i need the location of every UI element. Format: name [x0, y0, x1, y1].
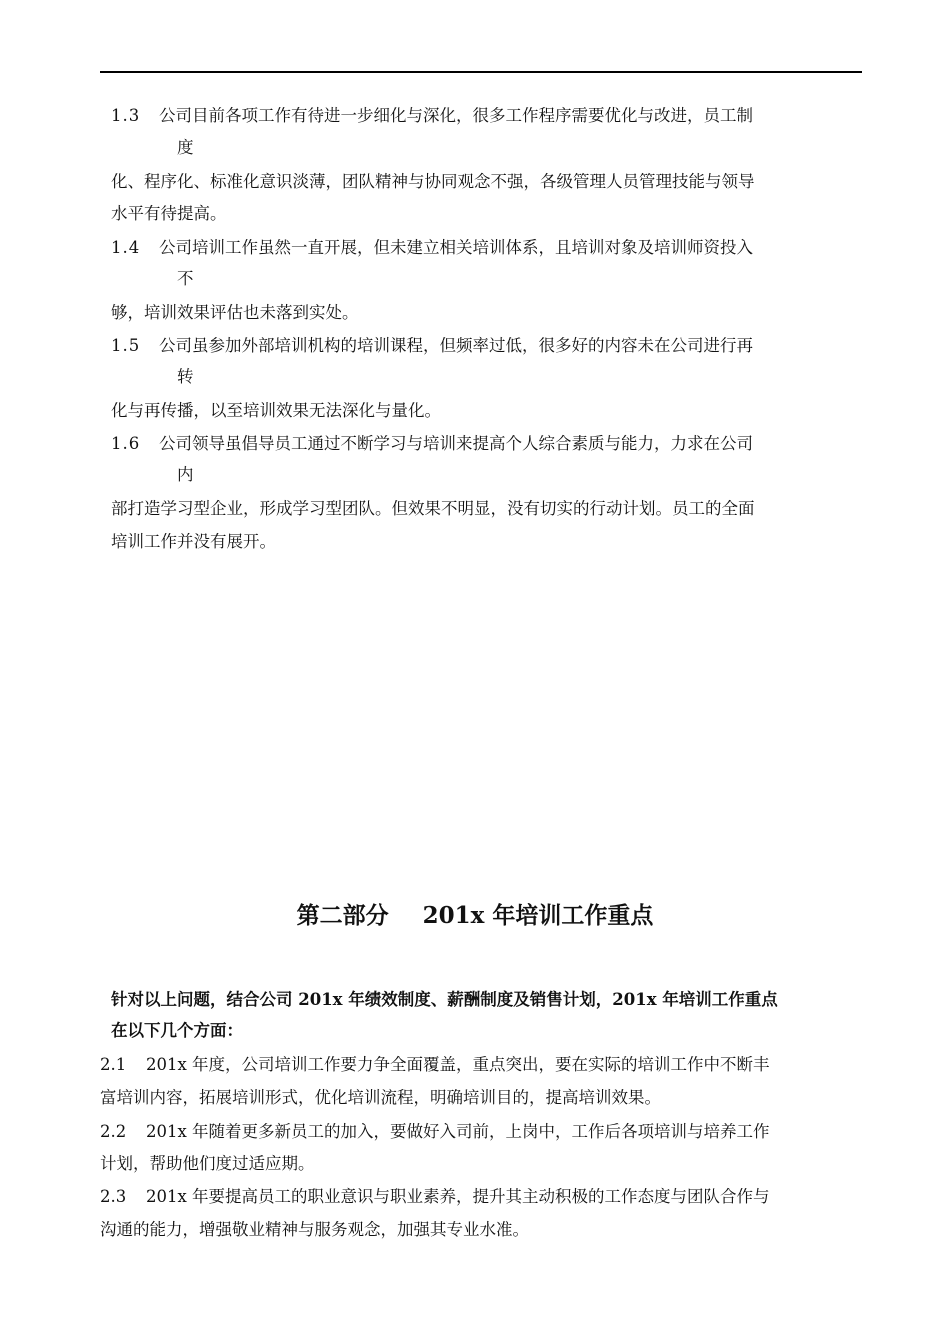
item-number: 2.1: [100, 1055, 127, 1074]
section-2-title: [0, 899, 950, 933]
item-1-3-line1: [111, 104, 753, 128]
item-2-3-line2: 沟通的能力，增强敬业精神与服务观念，加强其专业水准。: [100, 1220, 529, 1239]
item-number: 1.5: [111, 336, 141, 355]
title-part: 第二部分: [296, 902, 389, 929]
item-2-2-line2: 计划，帮助他们度过适应期。: [100, 1154, 315, 1173]
item-1-3-wrap: 度: [177, 138, 194, 157]
item-1-3-cont1: 化、程序化、标准化意识淡薄，团队精神与协同观念不强，各级管理人员管理技能与领导: [111, 172, 755, 191]
item-1-6-cont2: 培训工作并没有展开。: [111, 532, 276, 551]
header-rule: [100, 71, 862, 73]
item-2-3-line1: [100, 1185, 770, 1209]
item-text: 201x 年随着更多新员工的加入，要做好入司前，上岗中，工作后各项培训与培养工作: [146, 1122, 770, 1141]
item-text: 201x 年要提高员工的职业意识与职业素养，提升其主动积极的工作态度与团队合作与: [146, 1187, 770, 1206]
item-1-5-line1: [111, 334, 753, 358]
item-number: 1.6: [111, 434, 141, 453]
item-1-4-line1: [111, 236, 753, 260]
item-1-4-wrap: 不: [177, 269, 194, 288]
item-text: 201x 年度，公司培训工作要力争全面覆盖，重点突出，要在实际的培训工作中不断丰: [146, 1055, 770, 1074]
item-text: 公司目前各项工作有待进一步细化与深化，很多工作程序需要优化与改进，员工制: [159, 106, 753, 125]
item-text: 公司培训工作虽然一直开展，但未建立相关培训体系，且培训对象及培训师资投入: [159, 238, 753, 257]
item-1-6-wrap: 内: [177, 465, 194, 484]
item-2-1-line2: 富培训内容，拓展培训形式，优化培训流程，明确培训目的，提高培训效果。: [100, 1088, 661, 1107]
item-number: 2.2: [100, 1122, 127, 1141]
intro-line1: 针对以上问题，结合公司 201x 年绩效制度、薪酬制度及销售计划，201x 年培训工作重点: [111, 990, 778, 1009]
item-1-3-cont2: 水平有待提高。: [111, 204, 227, 223]
item-number: 1.4: [111, 238, 141, 257]
item-2-1-line1: [100, 1053, 770, 1077]
title-rest: 201x 年培训工作重点: [422, 902, 654, 929]
item-number: 2.3: [100, 1187, 127, 1206]
item-2-2-line1: [100, 1120, 770, 1144]
item-text: 公司领导虽倡导员工通过不断学习与培训来提高个人综合素质与能力，力求在公司: [159, 434, 753, 453]
item-number: 1.3: [111, 106, 141, 125]
item-1-5-cont1: 化与再传播，以至培训效果无法深化与量化。: [111, 401, 441, 420]
item-1-6-line1: [111, 432, 753, 456]
item-1-4-cont1: 够，培训效果评估也未落到实处。: [111, 303, 359, 322]
item-1-5-wrap: 转: [177, 367, 194, 386]
item-1-6-cont1: 部打造学习型企业，形成学习型团队。但效果不明显，没有切实的行动计划。员工的全面: [111, 499, 755, 518]
item-text: 公司虽参加外部培训机构的培训课程，但频率过低，很多好的内容未在公司进行再: [159, 336, 753, 355]
intro-line2: 在以下几个方面：: [111, 1021, 243, 1040]
